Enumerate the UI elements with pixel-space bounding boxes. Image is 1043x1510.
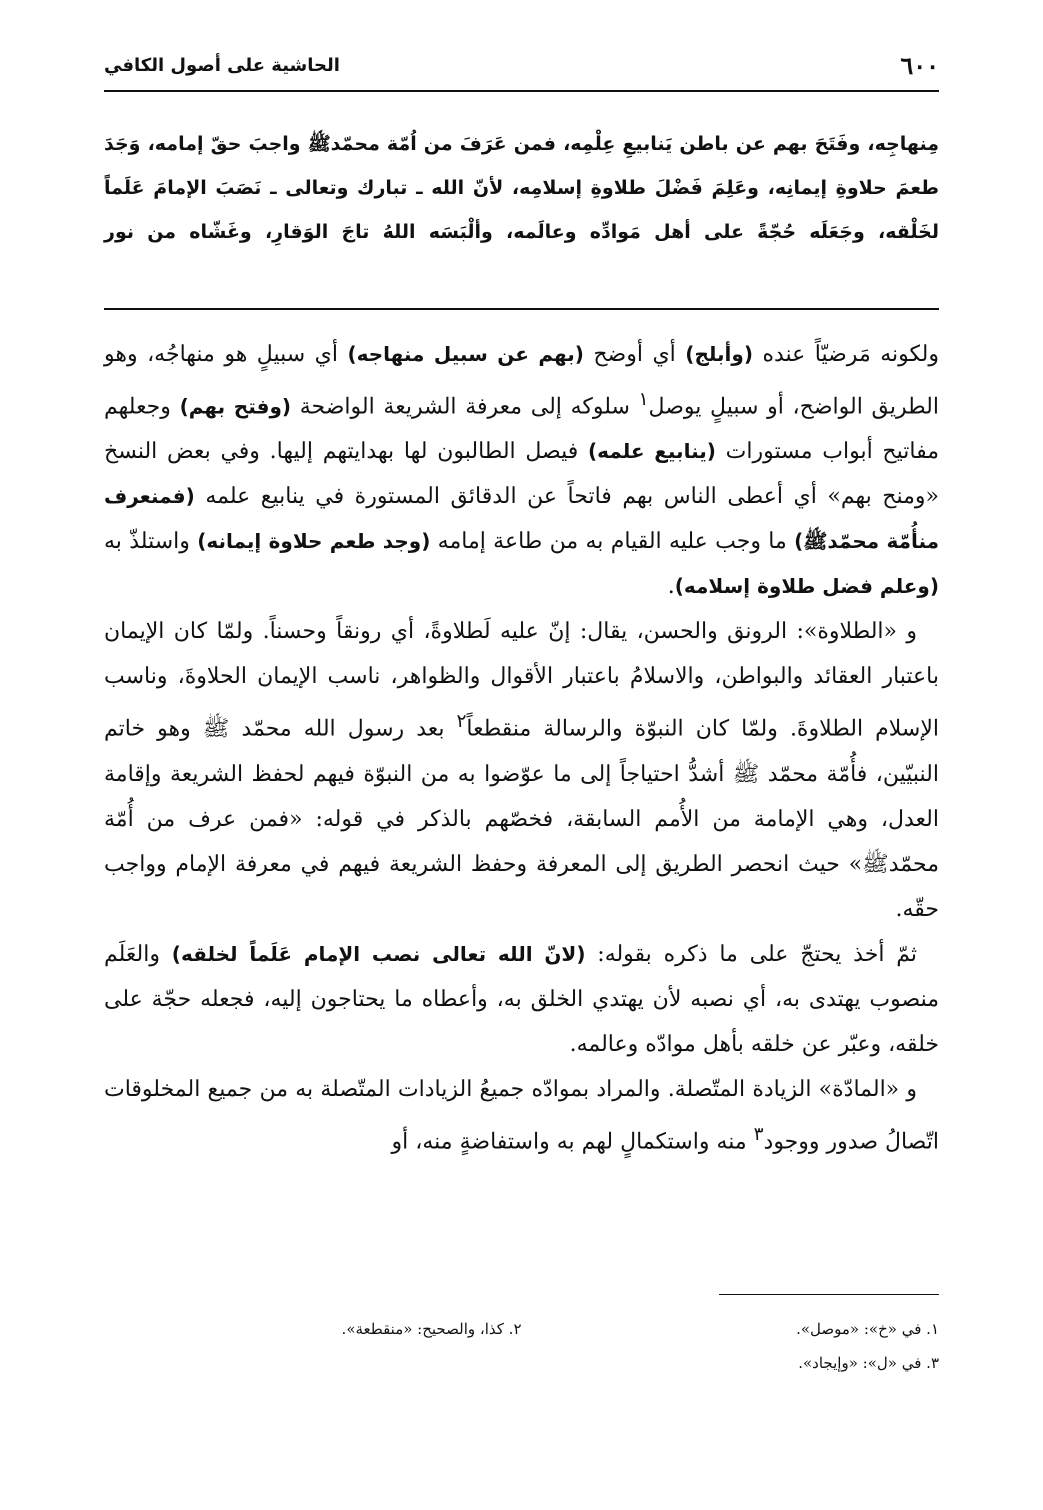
- footnote-divider: [719, 1294, 939, 1295]
- commentary-paragraph-3: ثمّ أخذ يحتجّ على ما ذكره بقوله: (لانّ الله تعالى نصب الإمام عَلَماً لخلقه) والعَلَم منصوب يهتدى به، أي نصبه لأن يهتدي الخلق به، وأعطاه ما يحتاجون إليه، فجعله حجّة على خلقه، وعبّر عن خلقه بأهل موادّه وعالمه.: [104, 941, 939, 1057]
- footnote-marker: ١: [638, 389, 649, 410]
- footnotes: [104, 1312, 939, 1380]
- quoted-phrase: (وجد طعم حلاوة إيمانه): [197, 529, 431, 554]
- footnote-3: ٣. في «ل»: «وإيجاد».: [798, 1354, 939, 1372]
- footnote-1: ١. في «خ»: «موصل».: [796, 1320, 939, 1338]
- quoted-phrase: (وفتح بهم): [179, 394, 292, 419]
- commentary-paragraph-2: و «الطلاوة»: الرونق والحسن، يقال: إنّ عليه لَطلاوةً، أي رونقاً وحسناً. ولمّا كان الإيمان باعتبار العقائد والبواطن، والاسلامُ باعتبار الأقوال والظواهر، ناسب الإيمان الحلاوةَ، وناسب الإسلام الطلاوةَ. ولمّا كان النبوّة والرسالة منقطعاً$^٢$ بعد رسول الله محمّد ﷺ وهو خاتم النبيّين، فأُمّة محمّد ﷺ أشدُّ احتياجاً إلى ما عوّضوا به من النبوّة فيهم لحفظ الشريعة وإقامة العدل، وهي الإمامة من الأُمم السابقة، فخصّهم بالذكر في قوله: «فمن عرف من أُمّة محمّدﷺ» حيث انحصر الطريق إلى المعرفة وحفظ الشريعة فيهم في معرفة الإمام وواجب حقّه.: [104, 619, 939, 922]
- hadith-text: مِنهاجِه، وفَتَحَ بهم عن باطن يَنابيعِ عِلْمِه، فمن عَرَفَ من اُمّة محمّدﷺ واجبَ حقّ إمامه، وَجَدَ طعمَ حلاوةِ إيمانِه، وعَلِمَ فَضْلَ طلاوةِ إسلامِه، لأنّ الله ـ تبارك وتعالى ـ نَصَبَ الإمامَ عَلَماً لخَلْقه، وجَعَلَه حُجّةً على أهل مَوادِّه وعالَمه، وألْبَسَه اللهُ تاجَ الوَقارِ، وغَشّاه من نور: [104, 133, 939, 243]
- footnote-row: [104, 1346, 939, 1380]
- running-title: الحاشية على أصول الكافي: [104, 54, 340, 76]
- footnote-marker: ٣: [753, 1123, 764, 1145]
- quoted-phrase: (ينابيع علمه): [588, 439, 716, 464]
- footnote-2: ٢. كذا، والصحيح: «منقطعة».: [341, 1320, 522, 1338]
- quoted-phrase: (لانّ الله تعالى نصب الإمام عَلَماً لخلقه): [171, 941, 586, 966]
- commentary-paragraph-4: و «المادّة» الزيادة المتّصلة. والمراد بموادّه جميعُ الزيادات المتّصلة به من جميع المخلوقات اتّصالُ صدور ووجود$^٣$ منه واستكمالٍ لهم به واستفاضةٍ منه، أو: [104, 1076, 939, 1154]
- page-number: ٦٠٠: [900, 50, 939, 80]
- hadith-divider: [104, 308, 939, 310]
- footnote-marker: ٢: [456, 711, 467, 733]
- page-header: [104, 40, 939, 92]
- quoted-phrase: (وعلم فضل طلاوة إسلامه): [674, 574, 939, 599]
- commentary: [104, 332, 939, 1164]
- commentary-paragraph-1: ولكونه مَرضيّاً عنده (وأبلج) أي أوضح (بهم عن سبيل منهاجه) أي سبيلٍ هو منهاجُه، وهو الطريق الواضح، أو سبيلٍ يوصل$^١$ سلوكه إلى معرفة الشريعة الواضحة (وفتح بهم) وجعلهم مفاتيح أبواب مستورات (ينابيع علمه) فيصل الطالبون لها بهدايتهم إليها. وفي بعض النسخ «ومنح بهم» أي أعطى الناس بهم فاتحاً عن الدقائق المستورة في ينابيع علمه (فمنعرف منأُمّة محمّدﷺ) ما وجب عليه القيام به من طاعة إمامه (وجد طعم حلاوة إيمانه) واستلذّ به (وعلم فضل طلاوة إسلامه).: [104, 342, 940, 600]
- quoted-phrase: (فمنعرف منأُمّة محمّدﷺ): [104, 484, 940, 554]
- quoted-phrase: (وأبلج): [685, 342, 753, 366]
- quoted-phrase: (بهم عن سبيل منهاجه): [347, 342, 584, 366]
- footnote-row: [104, 1312, 939, 1346]
